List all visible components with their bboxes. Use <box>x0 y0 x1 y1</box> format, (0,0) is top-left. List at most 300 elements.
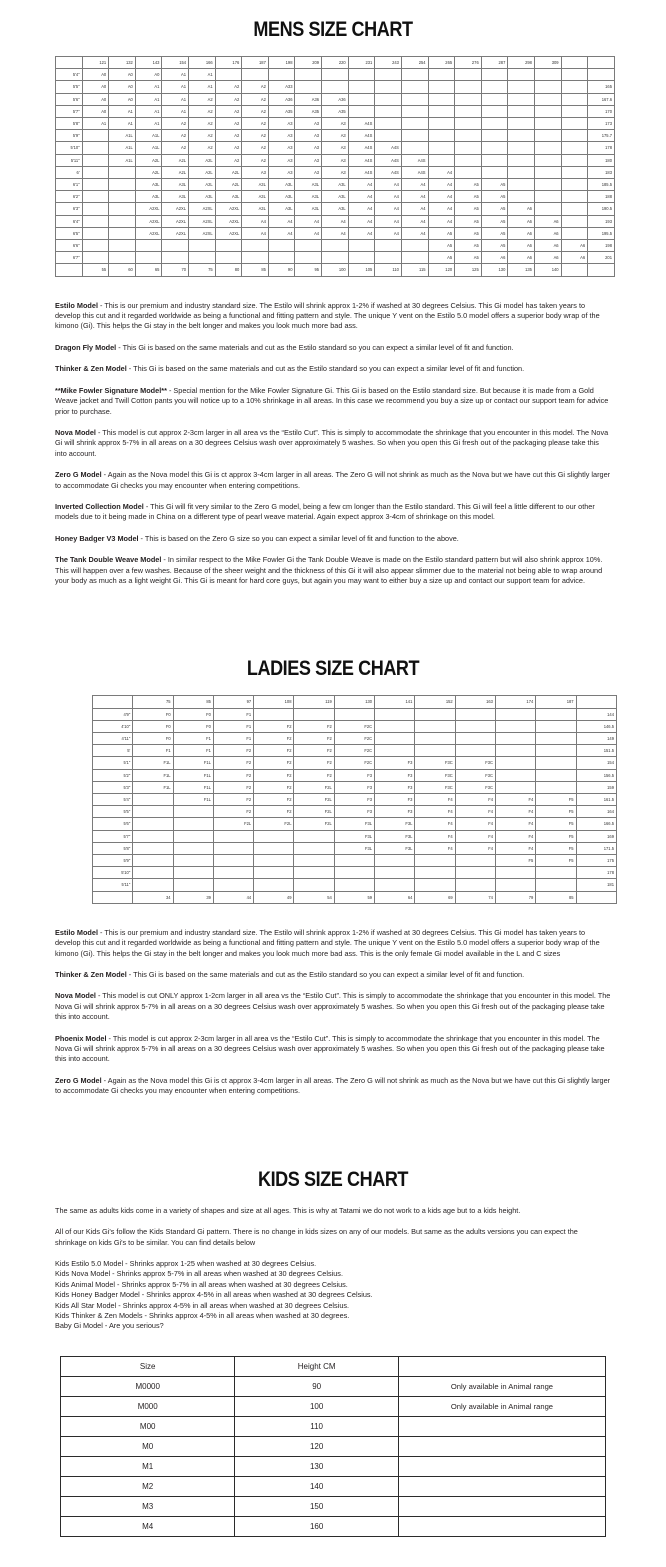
table-row <box>56 191 615 203</box>
size-cell: F4 <box>415 794 455 806</box>
kids-note-cell <box>398 1496 605 1516</box>
model-description: Zero G Model - Again as the Nova model this Gi is ct approx 3-4cm larger in all areas. The Zero G will not shrink as much as the Nova but we have cut this Gi slightly larger to accommodate Gi checks you may encounter when entering competitions. <box>55 1075 611 1096</box>
size-cell: F0 <box>133 708 173 720</box>
size-cell <box>455 166 482 178</box>
size-cell: F2 <box>213 806 253 818</box>
size-cell: A2XL <box>162 215 189 227</box>
size-cell <box>375 867 415 879</box>
height-cell: 6'1" <box>56 179 83 191</box>
size-cell: F4 <box>495 830 535 842</box>
size-cell <box>508 81 535 93</box>
height-cm-cell: 190.5 <box>588 203 615 215</box>
size-cell: 54 <box>294 891 334 903</box>
size-cell: F2L <box>213 818 253 830</box>
size-cell <box>495 867 535 879</box>
size-cell <box>401 252 428 264</box>
kids-table-wrap <box>0 1356 666 1537</box>
size-cell <box>334 708 374 720</box>
table-row <box>93 891 617 903</box>
size-cell: A2 <box>215 142 242 154</box>
size-cell: F4 <box>455 794 495 806</box>
size-cell <box>561 154 588 166</box>
kids-table-header-cell: Size <box>61 1356 235 1376</box>
size-cell: A0 <box>135 69 162 81</box>
kids-shrink-line: Baby Gi Model - Are you serious? <box>55 1321 164 1331</box>
height-cell <box>93 891 133 903</box>
size-cell: A3L <box>322 179 349 191</box>
size-cell: F2 <box>294 720 334 732</box>
size-cell: A2 <box>242 93 269 105</box>
model-name: Zero G Model <box>55 1075 102 1085</box>
height-cm-cell <box>588 69 615 81</box>
size-cell: A4S <box>401 166 428 178</box>
kids-note-cell <box>398 1436 605 1456</box>
weight-header-cell: 187 <box>242 57 269 69</box>
ladies-size-table <box>92 695 617 903</box>
size-cell: F4 <box>415 806 455 818</box>
size-cell: F4 <box>495 818 535 830</box>
size-cell <box>561 179 588 191</box>
size-cell <box>401 240 428 252</box>
size-cell <box>348 252 375 264</box>
size-cell <box>82 252 109 264</box>
size-cell <box>428 69 455 81</box>
size-cell: F2 <box>254 720 294 732</box>
size-cell <box>561 166 588 178</box>
size-cell: A4S <box>348 154 375 166</box>
size-cell: A2L <box>189 179 216 191</box>
size-cell: 130 <box>481 264 508 276</box>
size-cell: A2L <box>189 154 216 166</box>
size-cell <box>534 81 561 93</box>
height-cell: 5'7" <box>93 830 133 842</box>
size-cell <box>215 252 242 264</box>
size-cell: A4 <box>375 227 402 239</box>
model-description: **Mike Fowler Signature Model** - Special mention for the Mike Fowler Signature Gi. This Gi is based on the Estilo standard size. But because it is made from a Gold Weave jacket and Twill Cotton pants you will notice up to a 10% shrinkage in all areas. In this case we recommend you buy a size up or contact our support team for advice prior to purchase. <box>55 385 609 416</box>
table-row <box>93 806 617 818</box>
model-name: Inverted Collection Model <box>55 501 144 511</box>
height-cm-cell: 161.5 <box>576 794 616 806</box>
table-row <box>56 252 615 264</box>
size-cell <box>173 879 213 891</box>
size-cell <box>375 855 415 867</box>
size-cell: F0 <box>133 732 173 744</box>
size-cell: A2 <box>162 118 189 130</box>
size-cell: F2 <box>294 769 334 781</box>
size-cell: A35 <box>268 105 295 117</box>
kids-table-row <box>61 1416 606 1436</box>
size-cell <box>348 81 375 93</box>
kids-table-row <box>61 1376 606 1396</box>
size-cell <box>415 855 455 867</box>
size-cell <box>401 93 428 105</box>
kids-intro-2: All of our Kids Gi's follow the Kids Standard Gi pattern. There is no change in kids sizes on any of our models. But same as the adults versions you can expect the shrinkage on kids Gi's to be similar. You can find details below <box>55 1227 578 1247</box>
kids-height-cell: 130 <box>235 1456 399 1476</box>
size-cell <box>334 867 374 879</box>
size-cell <box>415 708 455 720</box>
size-cell <box>322 252 349 264</box>
size-cell: 120 <box>428 264 455 276</box>
size-cell: A2 <box>162 130 189 142</box>
height-cell: 6'3" <box>56 203 83 215</box>
size-cell: A5 <box>481 227 508 239</box>
size-cell: F2 <box>294 757 334 769</box>
size-cell: A2 <box>215 105 242 117</box>
size-cell: A36 <box>295 93 322 105</box>
size-cell <box>401 142 428 154</box>
size-cell: A4 <box>375 215 402 227</box>
weight-header-cell <box>93 696 133 708</box>
size-cell <box>189 240 216 252</box>
size-cell <box>242 240 269 252</box>
size-cell <box>561 215 588 227</box>
size-cell: F3 <box>334 794 374 806</box>
model-name: Phoenix Model <box>55 1033 107 1043</box>
size-cell: 95 <box>295 264 322 276</box>
size-cell <box>561 118 588 130</box>
size-cell: A4S <box>348 166 375 178</box>
size-cell: A3L <box>135 179 162 191</box>
size-cell: 75 <box>189 264 216 276</box>
height-cm-cell <box>588 264 615 276</box>
size-cell: A4 <box>295 227 322 239</box>
size-cell: A33 <box>268 81 295 93</box>
table-row <box>93 855 617 867</box>
size-cell: A1 <box>189 69 216 81</box>
size-cell <box>455 69 482 81</box>
size-cell <box>401 69 428 81</box>
size-cell: A1 <box>135 93 162 105</box>
size-cell: F1 <box>173 745 213 757</box>
size-cell: A4 <box>268 215 295 227</box>
size-cell: 125 <box>455 264 482 276</box>
table-row <box>56 215 615 227</box>
size-cell <box>534 179 561 191</box>
height-cell: 6'5" <box>56 227 83 239</box>
size-cell: A6 <box>508 215 535 227</box>
size-cell: A5 <box>481 215 508 227</box>
size-cell <box>536 867 576 879</box>
kids-height-cell: 110 <box>235 1416 399 1436</box>
size-cell <box>534 166 561 178</box>
weight-header-cell <box>56 57 83 69</box>
size-cell <box>415 745 455 757</box>
weight-header-cell: 132 <box>109 57 136 69</box>
size-cell: A5 <box>455 227 482 239</box>
size-cell <box>375 105 402 117</box>
size-cell: A3 <box>322 130 349 142</box>
size-cell: A4S <box>375 166 402 178</box>
size-cell <box>268 252 295 264</box>
size-cell: A2 <box>215 93 242 105</box>
size-cell: A1 <box>162 93 189 105</box>
size-cell: A2XL <box>189 203 216 215</box>
weight-header-cell: 174 <box>495 696 535 708</box>
height-cm-cell: 195.5 <box>588 227 615 239</box>
size-cell <box>173 867 213 879</box>
weight-header-cell: 265 <box>428 57 455 69</box>
size-cell <box>534 154 561 166</box>
table-row <box>56 154 615 166</box>
table-row <box>93 867 617 879</box>
size-cell <box>455 81 482 93</box>
model-description: Inverted Collection Model - This Gi will fit very similar to the Zero G model, being a few cm longer than the Estilo standard. This Gi will feel a little different to our other models due to it being made in China on a different type of pearl weave material. Again expect approx 3-4cm of shrinkage on this model. <box>55 501 595 522</box>
size-cell: 60 <box>109 264 136 276</box>
size-cell <box>135 252 162 264</box>
size-cell: 74 <box>455 891 495 903</box>
size-cell <box>254 867 294 879</box>
ladies-title-wrap <box>0 639 666 695</box>
height-cell: 6' <box>56 166 83 178</box>
size-cell: F4 <box>415 818 455 830</box>
size-cell: A2 <box>189 105 216 117</box>
size-cell: F2L <box>254 818 294 830</box>
size-cell: A0 <box>82 93 109 105</box>
model-name: Thinker & Zen Model <box>55 364 127 374</box>
model-name: Zero G Model <box>55 470 102 480</box>
size-cell <box>375 732 415 744</box>
weight-header-cell: 154 <box>162 57 189 69</box>
height-cm-cell <box>576 891 616 903</box>
size-cell <box>375 81 402 93</box>
size-cell: A2XL <box>215 215 242 227</box>
table-row <box>93 769 617 781</box>
weight-header-cell: 298 <box>508 57 535 69</box>
size-cell: A0 <box>82 105 109 117</box>
ladies-copy <box>0 928 666 1097</box>
size-cell: F2 <box>294 732 334 744</box>
height-cell: 5'10" <box>93 867 133 879</box>
size-cell: F3 <box>334 781 374 793</box>
size-cell <box>495 769 535 781</box>
size-cell: F3L <box>334 818 374 830</box>
size-cell: A2 <box>242 118 269 130</box>
size-cell: A3L <box>242 191 269 203</box>
size-cell: F4 <box>415 842 455 854</box>
size-cell <box>254 708 294 720</box>
kids-height-cell: 150 <box>235 1496 399 1516</box>
size-cell <box>561 142 588 154</box>
size-cell: A6 <box>534 227 561 239</box>
size-cell <box>268 240 295 252</box>
size-cell <box>173 830 213 842</box>
kids-note-cell: Only available in Animal range <box>398 1396 605 1416</box>
size-cell: F3C <box>415 769 455 781</box>
kids-shrink-line: Kids Honey Badger Model - Shrinks approx 4-5% in all areas when washed at 30 degrees Celsius. <box>55 1290 373 1300</box>
size-cell: A2 <box>242 142 269 154</box>
mens-grid-wrap <box>0 56 666 277</box>
size-cell <box>322 69 349 81</box>
height-cm-cell: 178 <box>576 867 616 879</box>
table-row <box>93 879 617 891</box>
size-cell: F2 <box>213 757 253 769</box>
weight-header-cell: 163 <box>455 696 495 708</box>
size-cell <box>508 105 535 117</box>
size-cell <box>334 879 374 891</box>
size-cell <box>495 720 535 732</box>
size-cell <box>534 93 561 105</box>
size-cell: A36 <box>322 93 349 105</box>
size-cell: A2 <box>242 81 269 93</box>
size-cell: F5 <box>536 818 576 830</box>
size-cell: A4 <box>401 179 428 191</box>
weight-header-cell: 121 <box>82 57 109 69</box>
ladies-page-title: LADIES SIZE CHART <box>246 657 420 681</box>
size-cell: A2 <box>215 118 242 130</box>
size-cell: A5 <box>481 240 508 252</box>
size-cell <box>173 855 213 867</box>
size-cell <box>534 105 561 117</box>
size-cell: F0 <box>173 720 213 732</box>
table-row <box>56 81 615 93</box>
weight-header-cell: 176 <box>215 57 242 69</box>
size-cell <box>481 81 508 93</box>
table-row <box>93 708 617 720</box>
size-cell: F5 <box>536 794 576 806</box>
size-cell: A2L <box>162 166 189 178</box>
size-cell: F2L <box>294 818 334 830</box>
size-cell: 34 <box>133 891 173 903</box>
size-cell <box>534 191 561 203</box>
size-cell <box>455 118 482 130</box>
kids-shrink-line: Kids All Star Model - Shrinks approx 4-5% in all areas when washed at 30 degrees Celsius. <box>55 1300 350 1310</box>
weight-header-cell <box>588 57 615 69</box>
height-cell: 5'10" <box>56 142 83 154</box>
size-cell: F2 <box>254 769 294 781</box>
size-cell: A2 <box>242 105 269 117</box>
model-description: Thinker & Zen Model - This Gi is based on the same materials and cut as the Estilo standard so you can expect a similar level of fit and function. <box>55 970 525 980</box>
size-cell: A1L <box>135 142 162 154</box>
size-cell <box>213 879 253 891</box>
kids-table-row <box>61 1396 606 1416</box>
kids-note-cell <box>398 1416 605 1436</box>
kids-note-cell <box>398 1456 605 1476</box>
size-cell: 44 <box>213 891 253 903</box>
size-cell <box>455 879 495 891</box>
size-cell: 80 <box>215 264 242 276</box>
size-cell <box>455 855 495 867</box>
size-cell: A3L <box>322 203 349 215</box>
model-name: Nova Model <box>55 427 96 437</box>
table-row <box>56 166 615 178</box>
size-cell: F5 <box>495 855 535 867</box>
size-cell: A1 <box>135 118 162 130</box>
size-cell <box>254 879 294 891</box>
size-cell <box>294 879 334 891</box>
size-cell: F3C <box>455 781 495 793</box>
size-cell: A5 <box>428 252 455 264</box>
size-cell: A4 <box>428 179 455 191</box>
size-cell <box>536 745 576 757</box>
size-cell: F2C <box>334 732 374 744</box>
size-cell <box>322 81 349 93</box>
size-cell: A5 <box>428 227 455 239</box>
size-cell: A4 <box>242 227 269 239</box>
size-cell <box>162 252 189 264</box>
size-cell <box>455 105 482 117</box>
size-cell <box>133 818 173 830</box>
kids-table-header-cell: Height CM <box>235 1356 399 1376</box>
size-cell: 85 <box>242 264 269 276</box>
size-cell: A1 <box>162 105 189 117</box>
size-cell: A5 <box>481 203 508 215</box>
size-cell <box>109 252 136 264</box>
size-cell: F2L <box>294 781 334 793</box>
size-cell <box>508 69 535 81</box>
weight-header-cell: 243 <box>375 57 402 69</box>
weight-header-cell: 166 <box>189 57 216 69</box>
size-cell: F2 <box>254 806 294 818</box>
size-cell <box>173 818 213 830</box>
size-cell <box>375 879 415 891</box>
kids-height-cell: 100 <box>235 1396 399 1416</box>
size-cell <box>213 867 253 879</box>
size-cell: F1 <box>133 745 173 757</box>
size-cell: F2 <box>213 781 253 793</box>
size-cell: 105 <box>348 264 375 276</box>
size-cell <box>455 93 482 105</box>
size-cell: A4 <box>348 215 375 227</box>
kids-size-cell: M3 <box>61 1496 235 1516</box>
size-cell: A3 <box>295 130 322 142</box>
weight-header-cell: 309 <box>534 57 561 69</box>
size-cell: A1L <box>109 154 136 166</box>
weight-header-cell: 108 <box>254 696 294 708</box>
size-cell: 110 <box>375 264 402 276</box>
size-cell: A5 <box>481 191 508 203</box>
kids-size-cell: M0 <box>61 1436 235 1456</box>
size-cell <box>455 720 495 732</box>
size-cell <box>508 154 535 166</box>
size-cell <box>495 757 535 769</box>
table-row <box>56 227 615 239</box>
size-cell: A0 <box>82 69 109 81</box>
size-cell <box>375 745 415 757</box>
size-cell: A3L <box>162 191 189 203</box>
weight-header-cell: 209 <box>295 57 322 69</box>
size-cell: A4 <box>375 179 402 191</box>
size-cell <box>508 93 535 105</box>
weight-header-cell: 187 <box>536 696 576 708</box>
size-cell <box>334 855 374 867</box>
size-cell <box>375 720 415 732</box>
table-row <box>56 69 615 81</box>
size-cell <box>109 179 136 191</box>
kids-size-cell: M1 <box>61 1456 235 1476</box>
size-cell: 140 <box>534 264 561 276</box>
size-cell: A0 <box>109 93 136 105</box>
size-cell <box>133 879 173 891</box>
height-cell: 4'10" <box>93 720 133 732</box>
size-cell: A4S <box>348 142 375 154</box>
size-cell <box>495 708 535 720</box>
mens-title-wrap <box>0 0 666 56</box>
size-cell: 100 <box>322 264 349 276</box>
size-cell: A3L <box>268 203 295 215</box>
height-cell: 5'3" <box>93 781 133 793</box>
size-cell: F1L <box>173 769 213 781</box>
size-cell: F1L <box>173 757 213 769</box>
size-cell: A3L <box>215 191 242 203</box>
size-cell: F2C <box>334 745 374 757</box>
size-cell: A35 <box>322 105 349 117</box>
size-cell <box>495 781 535 793</box>
size-cell <box>495 879 535 891</box>
model-description: Phoenix Model - This model is cut approx 2-3cm larger in all area vs the “Estilo Cut”. This is simply to accommodate the shrinkage that you encounter in this model. The Nova Gi will shrink approx 5-7% in all areas on a 30 degrees Celsius wash over approximately 5 washes. So when you open this Gi fresh out of the packaging please take this into account. <box>55 1033 605 1064</box>
size-cell <box>82 191 109 203</box>
kids-size-cell: M0000 <box>61 1376 235 1396</box>
size-cell: A3 <box>322 166 349 178</box>
